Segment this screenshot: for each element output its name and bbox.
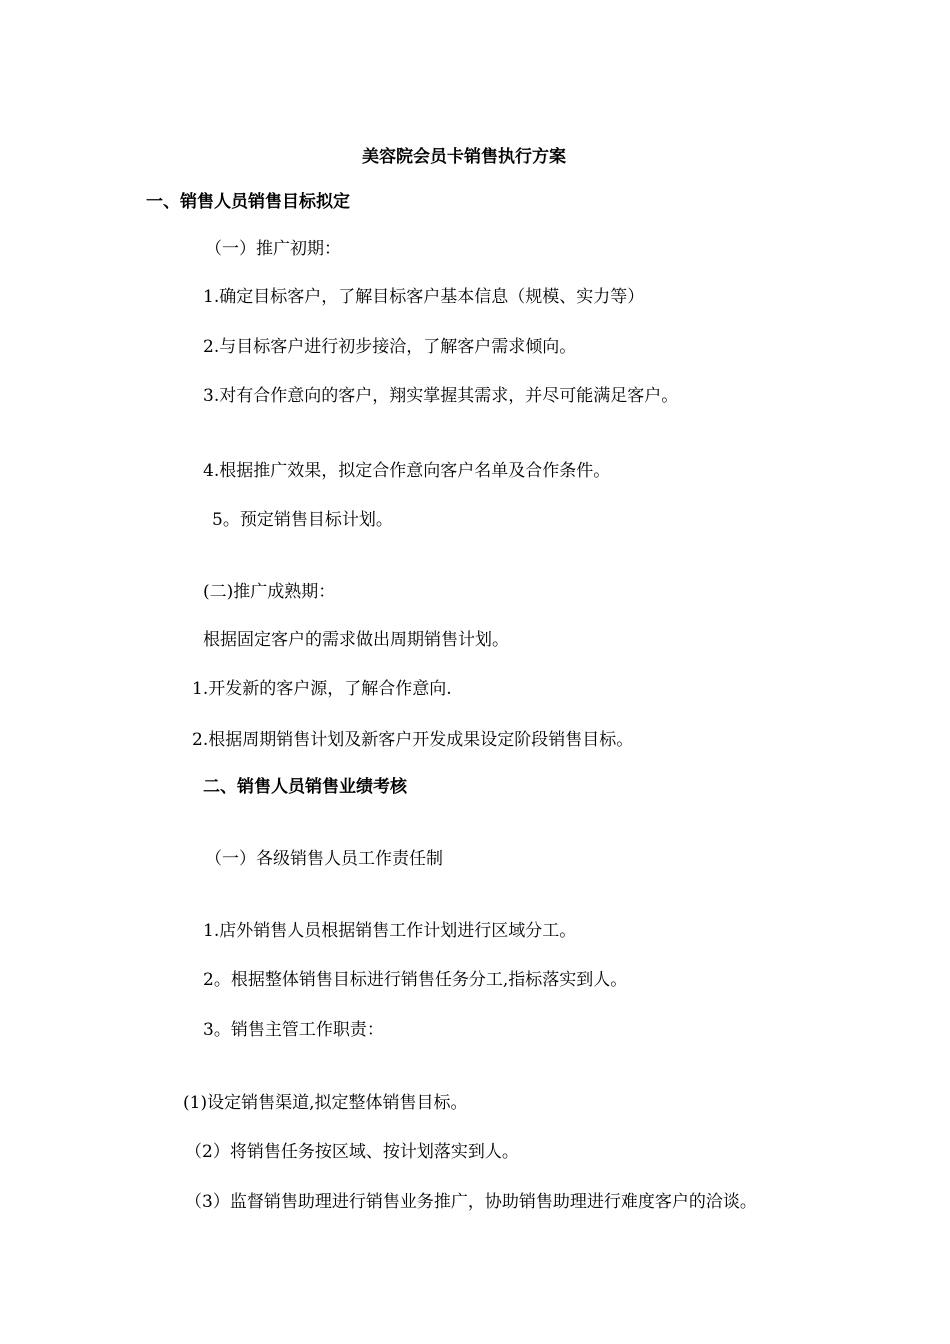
section-1-sub-1-heading: （一）推广初期： [205, 239, 341, 259]
section-1-sub-1-item: 2.与目标客户进行初步接洽，了解客户需求倾向。 [203, 337, 577, 357]
section-2-heading: 二、销售人员销售业绩考核 [203, 777, 407, 797]
document-title: 美容院会员卡销售执行方案 [362, 147, 566, 167]
section-2-sub-1-heading: （一）各级销售人员工作责任制 [205, 849, 443, 869]
manager-duty-item: （3）监督销售助理进行销售业务推广，协助销售助理进行难度客户的洽谈。 [185, 1192, 757, 1212]
section-1-sub-2-item: 2.根据周期销售计划及新客户开发成果设定阶段销售目标。 [192, 730, 634, 750]
section-1-sub-2-intro: 根据固定客户的需求做出周期销售计划。 [203, 630, 509, 650]
section-1-sub-1-item: 3.对有合作意向的客户，翔实掌握其需求，并尽可能满足客户。 [203, 386, 679, 406]
section-2-sub-1-item: 3。销售主管工作职责： [203, 1020, 384, 1040]
section-1-sub-1-item: 1.确定目标客户，了解目标客户基本信息（规模、实力等） [203, 287, 645, 307]
section-1-sub-2-item: 1.开发新的客户源，了解合作意向. [192, 679, 452, 699]
section-1-heading: 一、销售人员销售目标拟定 [146, 192, 350, 212]
section-2-sub-1-item: 2。根据整体销售目标进行销售任务分工,指标落实到人。 [203, 970, 628, 990]
section-2-sub-1-item: 1.店外销售人员根据销售工作计划进行区域分工。 [203, 921, 577, 941]
manager-duty-item: (1)设定销售渠道,拟定整体销售目标。 [183, 1093, 468, 1113]
section-1-sub-1-item: 5。预定销售目标计划。 [212, 510, 393, 530]
section-1-sub-2-heading: (二)推广成熟期： [203, 582, 336, 602]
manager-duty-item: （2）将销售任务按区域、按计划落实到人。 [185, 1142, 519, 1162]
section-1-sub-1-item: 4.根据推广效果，拟定合作意向客户名单及合作条件。 [203, 461, 611, 481]
